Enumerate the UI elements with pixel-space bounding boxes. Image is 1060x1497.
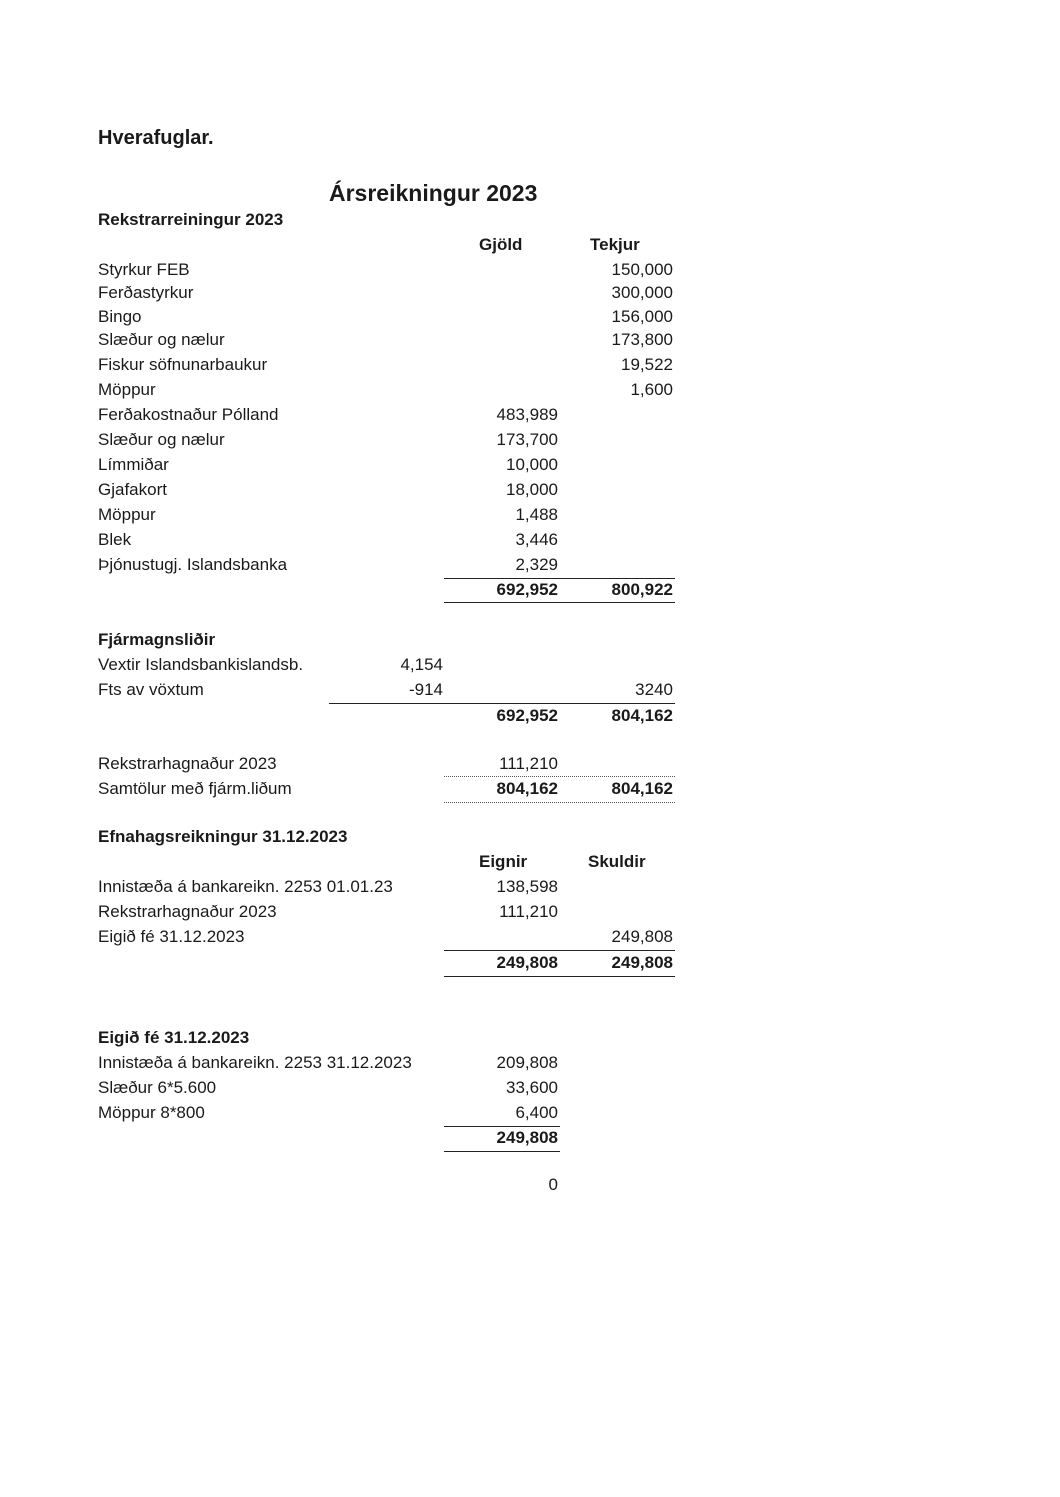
equity-row-label: Innistæða á bankareikn. 2253 31.12.2023 — [98, 1053, 412, 1072]
col-assets-header: Eignir — [479, 852, 528, 871]
profit-label: Rekstrarhagnaður 2023 — [98, 754, 277, 773]
operations-total-underline — [444, 602, 675, 603]
row-label: Slæður og nælur — [98, 430, 225, 449]
operations-total-expenses: 692,952 — [496, 580, 558, 599]
financial-row-label: Fts av vöxtum — [98, 680, 204, 699]
col-income-header: Tekjur — [590, 235, 640, 254]
row-label: Þjónustugj. Islandsbanka — [98, 555, 288, 574]
financial-row-sub: 4,154 — [400, 655, 443, 674]
organization-name: Hverafuglar. — [98, 127, 214, 149]
row-label: Blek — [98, 530, 132, 549]
equity-total: 249,808 — [496, 1128, 558, 1147]
financial-row-income: 3240 — [635, 680, 673, 699]
row-label: Möppur — [98, 505, 156, 524]
row-expense: 3,446 — [515, 530, 558, 549]
equity-row-label: Slæður 6*5.600 — [98, 1078, 217, 1097]
balance-total-liabilities: 249,808 — [611, 953, 673, 972]
balance-total-rule — [444, 950, 675, 951]
equity-row-label: Möppur 8*800 — [98, 1103, 205, 1122]
balance-row-label: Innistæða á bankareikn. 2253 01.01.23 — [98, 877, 393, 896]
financial-total-rule — [329, 703, 675, 704]
row-label: Slæður og nælur — [98, 330, 225, 349]
row-label: Gjafakort — [98, 480, 167, 499]
row-income: 173,800 — [611, 330, 673, 349]
balance-heading: Efnahagsreikningur 31.12.2023 — [98, 827, 348, 846]
equity-row-value: 33,600 — [506, 1078, 558, 1097]
row-income: 300,000 — [611, 283, 673, 302]
equity-row-value: 6,400 — [515, 1103, 558, 1122]
row-label: Ferðastyrkur — [98, 283, 194, 302]
balance-row-liabilities: 249,808 — [611, 927, 673, 946]
totals-label: Samtölur með fjárm.liðum — [98, 779, 292, 798]
row-label: Ferðakostnaður Pólland — [98, 405, 279, 424]
operations-total-rule — [444, 578, 675, 579]
row-label: Bingo — [98, 307, 142, 326]
row-income: 19,522 — [621, 355, 673, 374]
balance-row-assets: 111,210 — [499, 902, 558, 921]
balance-row-label: Eigið fé 31.12.2023 — [98, 927, 245, 946]
result-rule — [444, 776, 675, 777]
balance-row-label: Rekstrarhagnaður 2023 — [98, 902, 277, 921]
balance-row-assets: 138,598 — [496, 877, 558, 896]
totals-income: 804,162 — [611, 779, 673, 798]
row-label: Möppur — [98, 380, 156, 399]
equity-heading: Eigið fé 31.12.2023 — [98, 1028, 250, 1047]
document-title: Ársreikningur 2023 — [329, 180, 538, 206]
row-expense: 2,329 — [515, 555, 558, 574]
equity-difference: 0 — [548, 1175, 558, 1194]
row-expense: 173,700 — [496, 430, 558, 449]
col-expenses-header: Gjöld — [479, 235, 523, 254]
row-expense: 1,488 — [515, 505, 558, 524]
equity-row-value: 209,808 — [496, 1053, 558, 1072]
equity-total-underline — [444, 1151, 560, 1152]
operations-heading: Rekstrarreiningur 2023 — [98, 210, 284, 229]
financial-row-label: Vextir Islandsbankislandsb. — [98, 655, 304, 674]
financial-row-sub: -914 — [408, 680, 443, 699]
balance-total-underline — [444, 976, 675, 977]
balance-total-assets: 249,808 — [496, 953, 558, 972]
financial-total-income: 804,162 — [611, 706, 673, 725]
totals-expenses: 804,162 — [496, 779, 558, 798]
operations-total-income: 800,922 — [611, 580, 673, 599]
row-label: Límmiðar — [98, 455, 169, 474]
equity-total-rule — [444, 1126, 560, 1127]
financial-heading: Fjármagnsliðir — [98, 630, 216, 649]
row-expense: 10,000 — [506, 455, 558, 474]
row-income: 150,000 — [611, 260, 673, 279]
col-liabilities-header: Skuldir — [588, 852, 646, 871]
row-expense: 18,000 — [506, 480, 558, 499]
profit-value: 111,210 — [499, 754, 558, 773]
row-income: 1,600 — [630, 380, 673, 399]
row-label: Styrkur FEB — [98, 260, 190, 279]
result-underline — [444, 802, 675, 803]
financial-total-expenses: 692,952 — [496, 706, 558, 725]
row-label: Fiskur söfnunarbaukur — [98, 355, 268, 374]
row-expense: 483,989 — [496, 405, 558, 424]
row-income: 156,000 — [611, 307, 673, 326]
